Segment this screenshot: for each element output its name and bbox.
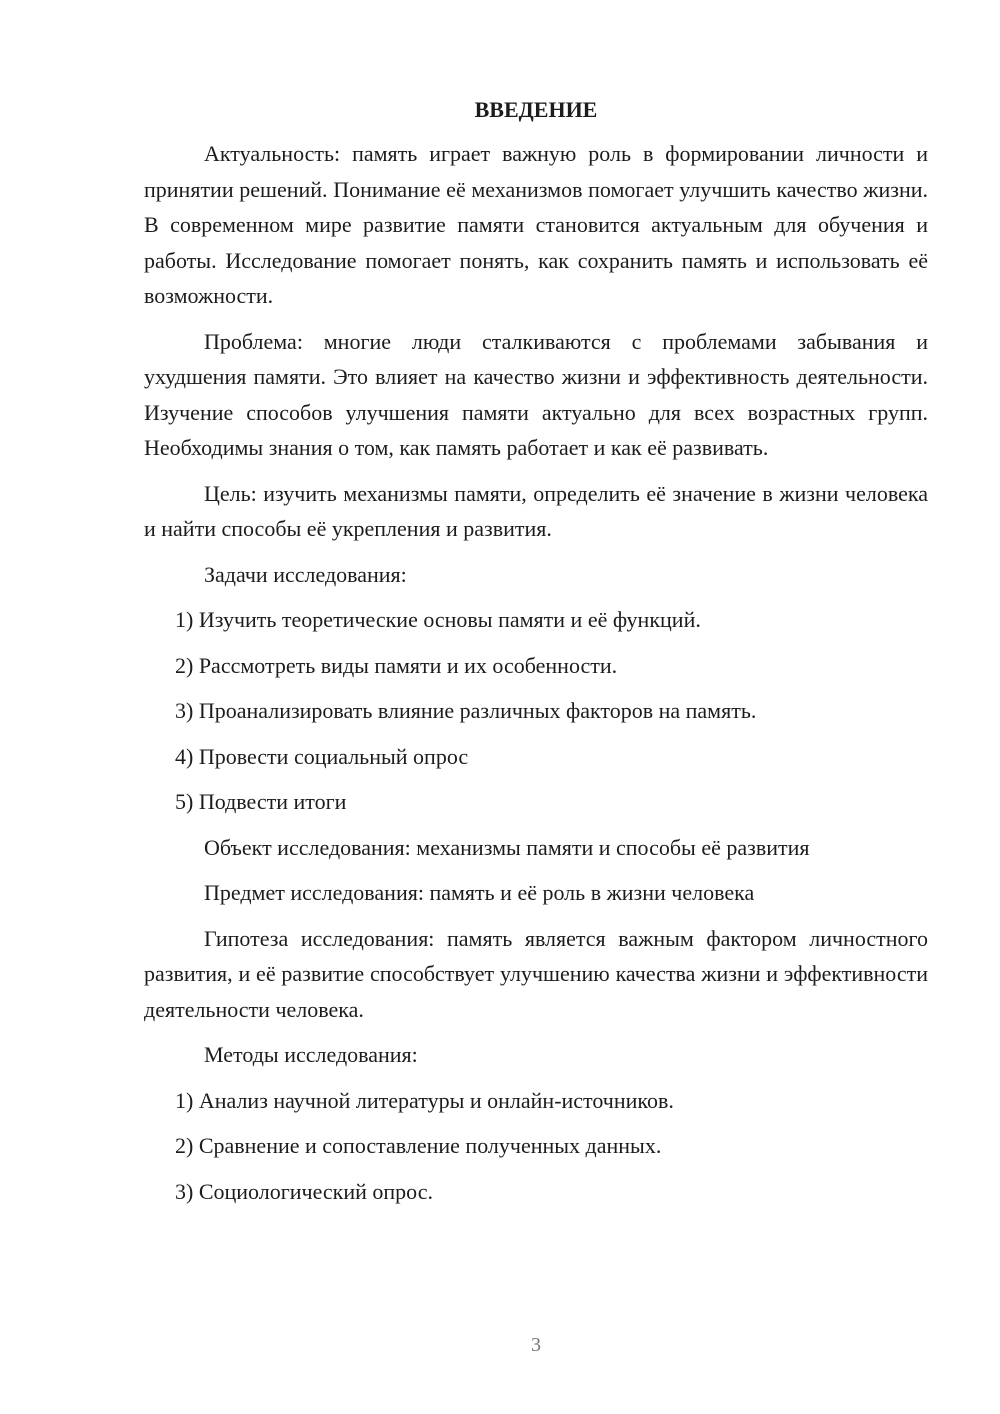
list-item: 4) Провести социальный опрос [175,743,469,769]
methods-list [144,1083,928,1210]
list-item: 2) Рассмотреть виды памяти и их особенности. [175,652,618,678]
tasks-list [144,602,928,820]
list-item: 5) Подвести итоги [175,789,347,814]
problem-paragraph: Проблема: многие люди сталкиваются с проблемами забывания и ухудшения памяти. Это влияет на качество жизни и эффективность деятельности. Изучение способов улучшения памяти актуально для всех возрастных групп. Необходимы знания о том, как память работает и как её развивать. [144,328,928,460]
goal-paragraph: Цель: изучить механизмы памяти, определить её значение в жизни человека и найти способы её укрепления и развития. [144,480,928,541]
methods-title: Методы исследования: [204,1042,418,1067]
list-item: 1) Изучить теоретические основы памяти и её функций. [175,607,701,632]
list-item: 2) Сравнение и сопоставление полученных данных. [175,1133,662,1158]
relevance-paragraph: Актуальность: память играет важную роль в формировании личности и принятии решений. Понимание её механизмов помогает улучшить качество жизни. В современном мире развитие памяти становится актуальным для обучения и работы. Исследование помогает понять, как сохранить память и использовать её возможности. [144,141,928,308]
list-item: 3) Проанализировать влияние различных факторов на память. [175,698,757,723]
list-item: 3) Социологический опрос. [175,1178,433,1204]
page-number: 3 [531,1334,541,1356]
document-page [144,96,928,1219]
tasks-title: Задачи исследования: [204,561,407,587]
hypothesis-paragraph: Гипотеза исследования: память является важным фактором личностного развития, и её развитие способствует улучшению качества жизни и эффективности деятельности человека. [144,925,928,1022]
object-line: Объект исследования: механизмы памяти и способы её развития [204,834,810,860]
subject-line: Предмет исследования: память и её роль в жизни человека [204,880,755,905]
list-item: 1) Анализ научной литературы и онлайн-источников. [175,1087,674,1113]
section-heading: ВВЕДЕНИЕ [474,97,598,122]
